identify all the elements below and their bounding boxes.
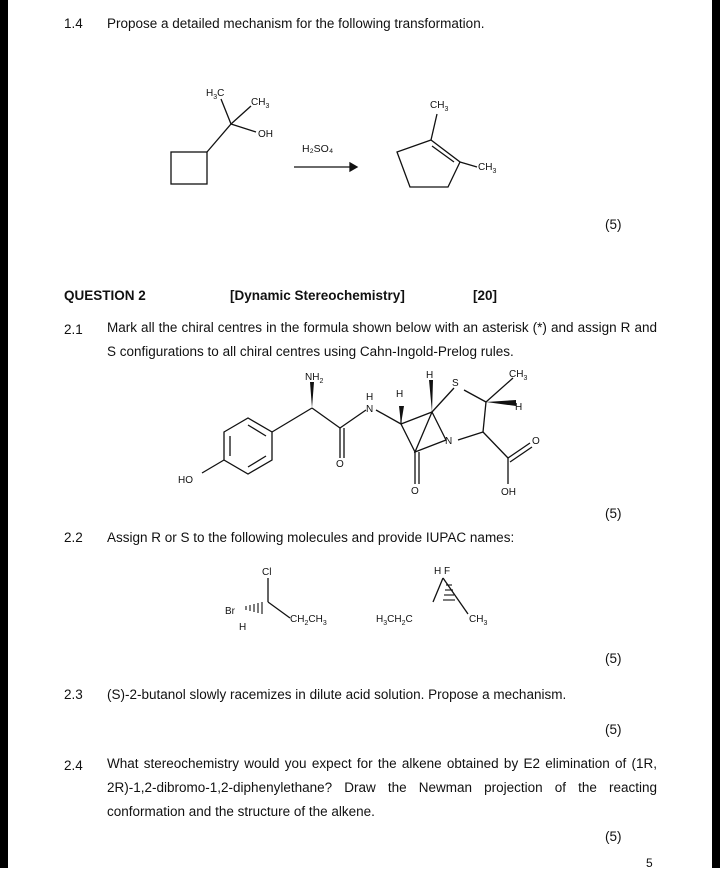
question-2-topic: [Dynamic Stereochemistry] — [230, 288, 405, 303]
label-h-amide: H — [366, 392, 374, 403]
cyclopentene-ring — [397, 140, 460, 187]
page-number: 5 — [646, 856, 653, 870]
label-ch3-e: $CH_3$ — [469, 614, 488, 627]
question-text-2-4: What stereochemistry would you expect for the alkene obtained by E2 elimination of (1R, 2R)-1,2-dibromo-1,2-diphenylethane? Draw the Newman projection of the reacting conformation and the structure of the alkene. — [107, 756, 657, 819]
label-h-wedge: H — [239, 622, 247, 633]
marks-2-4: (5) — [605, 829, 622, 844]
label-h-f: H F — [434, 566, 451, 577]
question-number-2-4: 2.4 — [64, 758, 83, 773]
label-h-right: H — [515, 402, 523, 413]
question-text-2-1: Mark all the chiral centres in the formula shown below with an asterisk (*) and assign R and S configurations to all chiral centres using Cahn-Ingold-Prelog rules. — [107, 320, 657, 359]
benzene-ring — [224, 418, 272, 474]
label-h3ch2c: $H_3CH_2C$ — [376, 614, 413, 627]
marks-1-4: (5) — [605, 217, 622, 232]
question-text-2-2: Assign R or S to the following molecules and provide IUPAC names: — [107, 530, 515, 545]
question-number-2-3: 2.3 — [64, 687, 83, 702]
question-number-2-2: 2.2 — [64, 530, 83, 545]
label-h-top: H — [426, 370, 434, 381]
label-ch2ch3: $CH_2CH_3$ — [290, 614, 327, 627]
label-ch3-a: $CH_3$ — [251, 97, 270, 110]
question-number-2-1: 2.1 — [64, 322, 83, 337]
question-text-1-4: Propose a detailed mechanism for the following transformation. — [107, 16, 485, 31]
label-o-lactam: O — [411, 486, 419, 497]
label-ch3-c: $CH_3$ — [478, 162, 497, 175]
beta-lactam-ring — [415, 412, 446, 452]
label-o-amide: O — [336, 459, 344, 470]
marks-2-3: (5) — [605, 722, 622, 737]
label-oh: OH — [258, 129, 273, 140]
label-nh2: $NH_2$ — [305, 372, 324, 385]
question-2-total: [20] — [473, 288, 498, 303]
label-o-acid: O — [532, 436, 540, 447]
question-2-title: QUESTION 2 — [64, 288, 146, 303]
question-number-1-4: 1.4 — [64, 16, 83, 31]
question-text-2-3: (S)-2-butanol slowly racemizes in dilute acid solution. Propose a mechanism. — [107, 687, 567, 702]
marks-2-1: (5) — [605, 506, 622, 521]
label-h-nh: H — [396, 389, 404, 400]
label-s: S — [452, 378, 459, 389]
marks-2-2: (5) — [605, 651, 622, 666]
label-n-ring: N — [445, 436, 453, 447]
label-n-amide: N — [366, 404, 374, 415]
label-oh-acid: OH — [501, 487, 516, 498]
cyclobutane-ring — [171, 152, 207, 184]
label-h3c: $H_3C$ — [206, 88, 225, 101]
label-ch3-d: $CH_3$ — [509, 369, 528, 382]
label-cl: Cl — [262, 567, 272, 578]
label-br: Br — [225, 606, 235, 617]
label-ho: HO — [178, 475, 193, 486]
label-ch3-b: $CH_3$ — [430, 100, 449, 113]
reagent-label: H₂SO₄ — [302, 143, 334, 155]
